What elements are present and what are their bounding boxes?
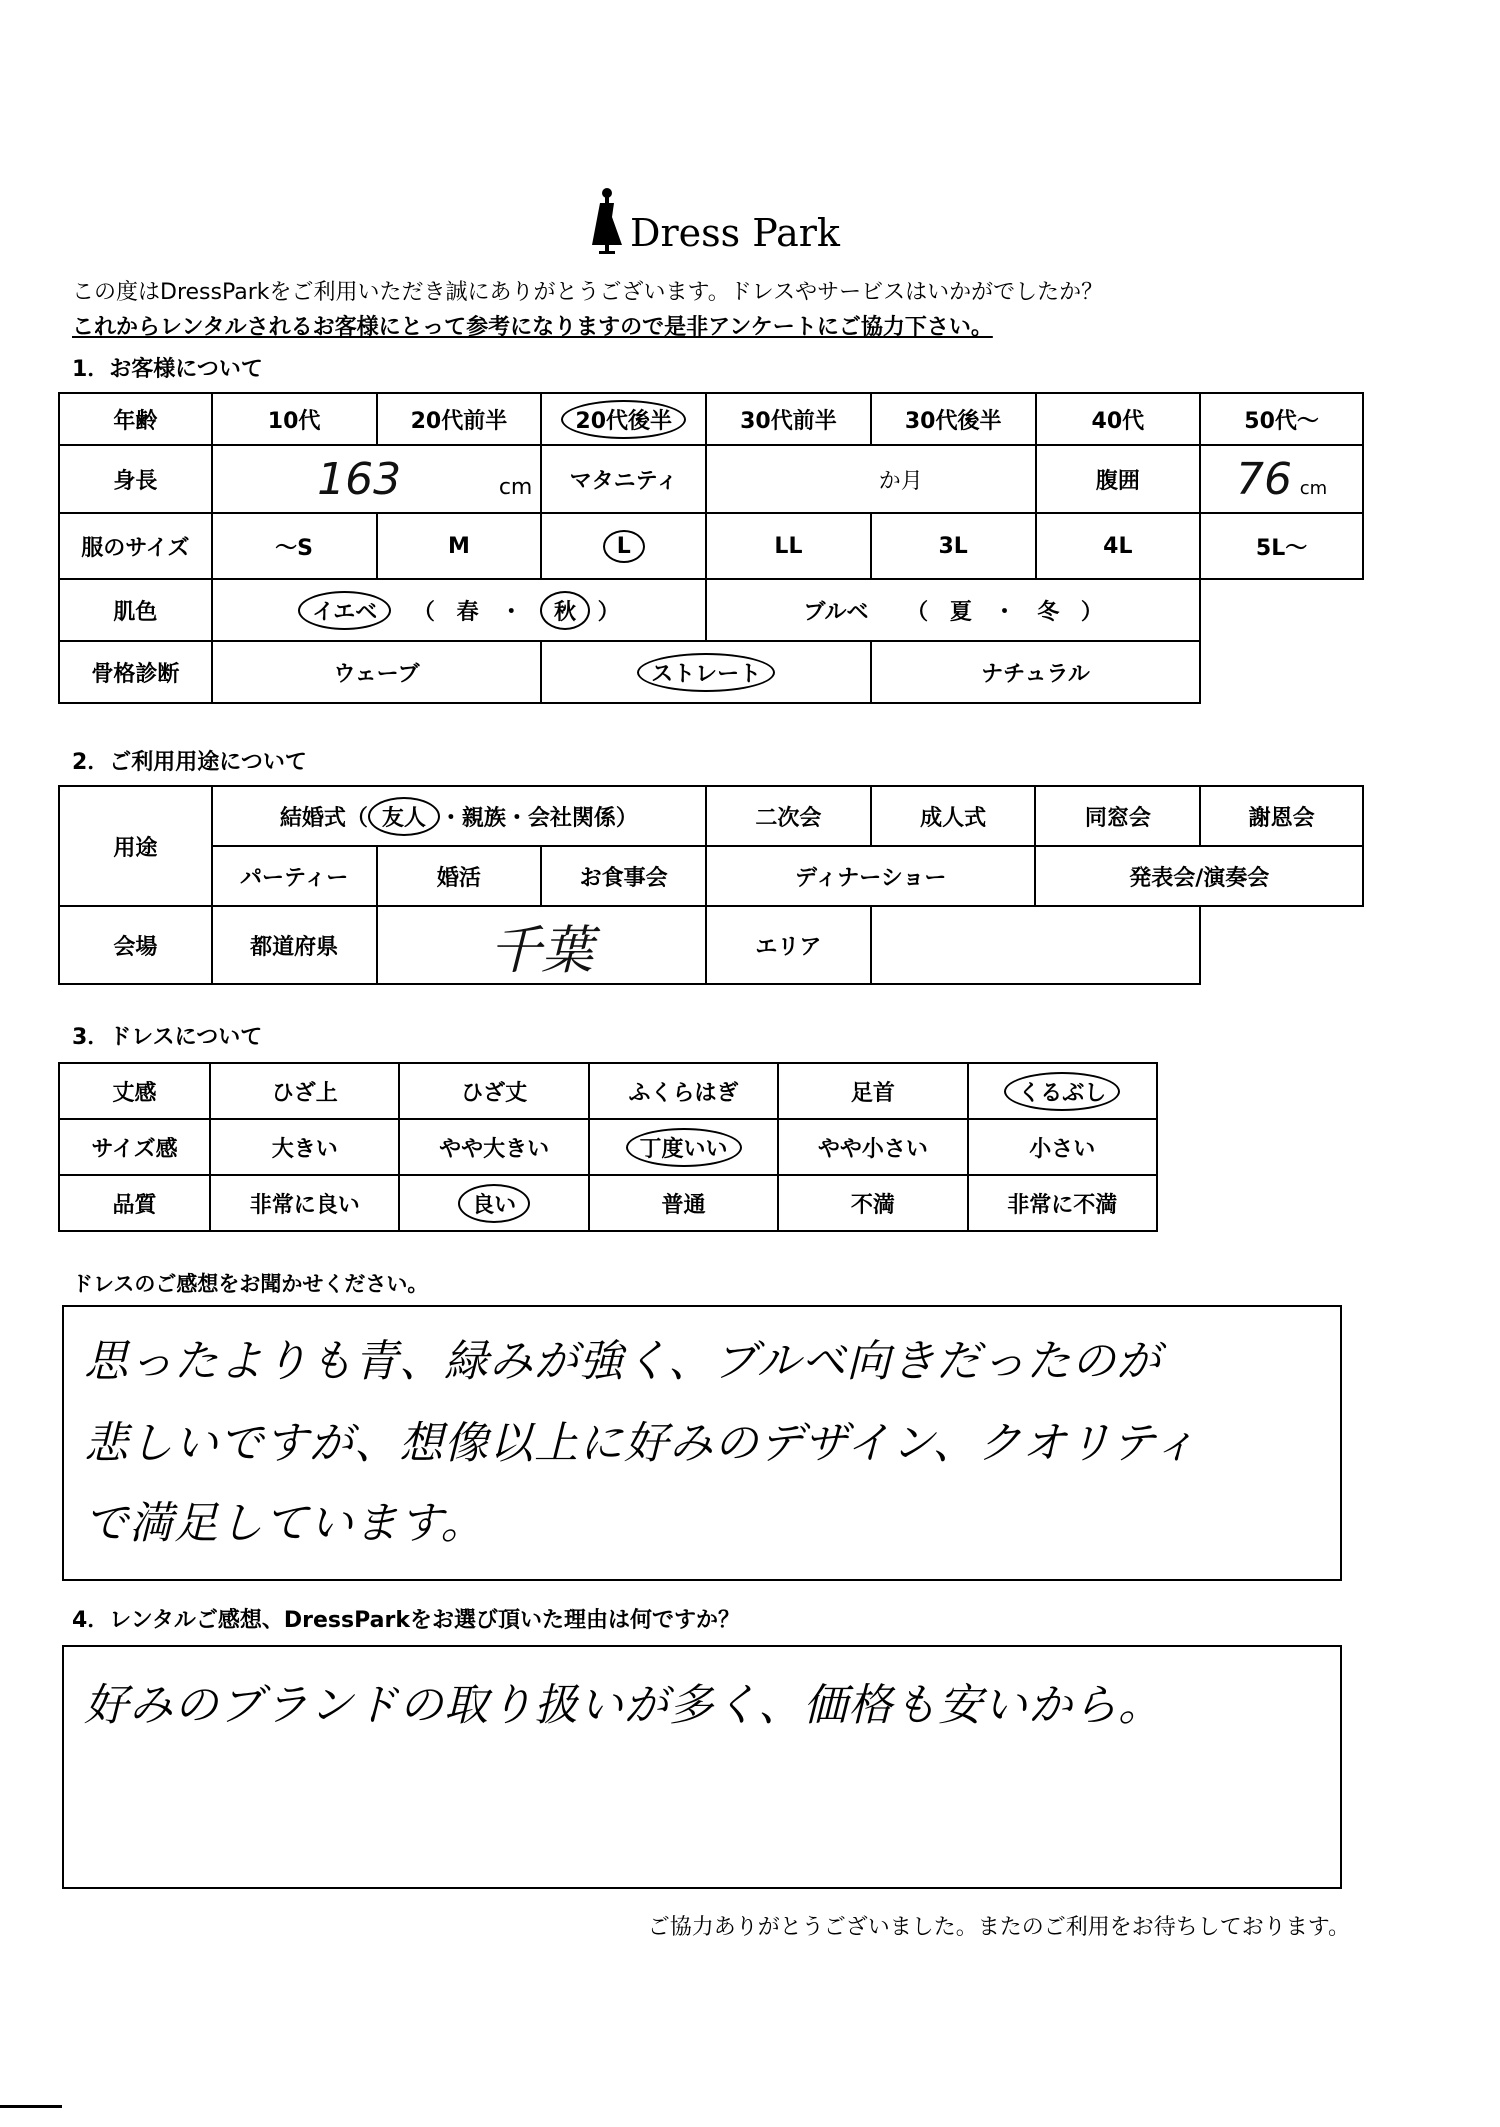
area-field[interactable] [871, 906, 1200, 984]
size-option[interactable]: 3L [871, 513, 1036, 579]
area-label: エリア [706, 906, 871, 984]
yellow-base-option[interactable]: イエベ （ 春 ・ 秋 ） [212, 579, 706, 641]
height-unit: cm [498, 474, 533, 500]
quality-label: 品質 [59, 1175, 210, 1231]
fit-label: サイズ感 [59, 1119, 210, 1175]
size-option-selected[interactable] [541, 513, 706, 579]
dress-table [58, 1062, 1158, 1232]
purpose-row-2 [59, 846, 1363, 906]
purpose-option[interactable]: 謝恩会 [1200, 786, 1363, 846]
size-row [59, 513, 1363, 579]
intro-line-2: これからレンタルされるお客様にとって参考になりますので是非アンケートにご協力下さい。 [72, 315, 993, 340]
section1-title: 1．お客様について [72, 357, 263, 382]
comment-line: 思ったよりも青、緑みが強く、ブルベ向きだったのが [84, 1336, 1162, 1387]
customer-table [58, 392, 1364, 704]
frame-label: 骨格診断 [59, 641, 212, 703]
age-option[interactable]: 50代～ [1200, 393, 1363, 445]
frame-row [59, 641, 1363, 703]
fit-option[interactable]: 大きい [210, 1119, 399, 1175]
frame-option-selected[interactable] [541, 641, 870, 703]
venue-row [59, 906, 1363, 984]
height-row [59, 445, 1363, 513]
age-option[interactable]: 40代 [1036, 393, 1201, 445]
dresspark-logo [590, 185, 840, 255]
fit-option[interactable]: 小さい [968, 1119, 1157, 1175]
purpose-option[interactable]: お食事会 [541, 846, 706, 906]
prefecture-value: 千葉 [489, 920, 594, 981]
age-option[interactable]: 30代前半 [706, 393, 871, 445]
purpose-option[interactable]: 同窓会 [1035, 786, 1200, 846]
waist-field[interactable] [1200, 445, 1363, 513]
waist-value: 76 [1236, 453, 1293, 505]
spring-option[interactable]: 春 [456, 599, 479, 625]
footer-thanks: ご協力ありがとうございました。またのご利用をお待ちしております。 [647, 1915, 1350, 1940]
purpose-option[interactable]: 成人式 [871, 786, 1036, 846]
size-option[interactable]: 4L [1036, 513, 1201, 579]
logo-text: Dress Park [630, 211, 840, 255]
maternity-field[interactable] [706, 445, 1035, 513]
selected-circle: イエベ [298, 591, 391, 630]
prefecture-field[interactable] [377, 906, 707, 984]
selected-circle: くるぶし [1004, 1072, 1120, 1111]
age-option[interactable]: 20代前半 [377, 393, 542, 445]
maternity-unit: か月 [878, 468, 923, 494]
scan-edge-mark [0, 2105, 62, 2108]
waist-label: 腹囲 [1036, 445, 1201, 513]
length-option[interactable]: ふくらはぎ [589, 1063, 778, 1119]
summer-option[interactable]: 夏 [949, 599, 972, 625]
size-option[interactable]: M [377, 513, 542, 579]
age-row [59, 393, 1363, 445]
reason-answer: 好みのブランドの取り扱いが多く、価格も安いから。 [84, 1680, 1164, 1731]
fit-option[interactable]: やや小さい [778, 1119, 967, 1175]
prefecture-label: 都道府県 [212, 906, 377, 984]
height-label: 身長 [59, 445, 212, 513]
quality-option[interactable]: 不満 [778, 1175, 967, 1231]
quality-row [59, 1175, 1157, 1231]
length-row [59, 1063, 1157, 1119]
size-option[interactable]: 5L～ [1200, 513, 1363, 579]
comment-line: で満足しています。 [84, 1498, 486, 1549]
height-value: 163 [317, 453, 402, 505]
venue-label: 会場 [59, 906, 212, 984]
size-option[interactable]: ～S [212, 513, 377, 579]
length-option-selected[interactable] [968, 1063, 1157, 1119]
purpose-option[interactable]: ディナーショー [706, 846, 1035, 906]
skin-row [59, 579, 1363, 641]
size-label: 服のサイズ [59, 513, 212, 579]
selected-circle[interactable]: 友人 [368, 797, 440, 836]
waist-unit: cm [1299, 477, 1328, 499]
purpose-option[interactable]: 発表会/演奏会 [1035, 846, 1363, 906]
purpose-option[interactable]: 婚活 [377, 846, 542, 906]
intro-line-1: この度はDressParkをご利用いただき誠にありがとうございます。ドレスやサービスはいかがでしたか？ [72, 280, 1104, 305]
age-label: 年齢 [59, 393, 212, 445]
quality-option-selected[interactable] [399, 1175, 588, 1231]
wedding-option[interactable]: 結婚式（ 友人 ・親族・会社関係） [212, 786, 706, 846]
skin-label: 肌色 [59, 579, 212, 641]
dress-icon [590, 187, 624, 255]
purpose-option[interactable]: パーティー [212, 846, 377, 906]
selected-circle: 丁度いい [626, 1128, 742, 1167]
purpose-row-1 [59, 786, 1363, 846]
blue-base-option[interactable]: ブルベ （ 夏 ・ 冬 ） [706, 579, 1200, 641]
length-label: 丈感 [59, 1063, 210, 1119]
section2-title: 2．ご利用用途について [72, 750, 307, 775]
reason-box[interactable] [62, 1645, 1342, 1889]
maternity-label: マタニティ [541, 445, 706, 513]
length-option[interactable]: ひざ上 [210, 1063, 399, 1119]
size-option[interactable]: LL [706, 513, 871, 579]
quality-option[interactable]: 普通 [589, 1175, 778, 1231]
dress-comment-box[interactable] [62, 1305, 1342, 1581]
purpose-label: 用途 [59, 786, 212, 906]
frame-option[interactable]: ナチュラル [871, 641, 1200, 703]
selected-circle: 良い [458, 1184, 530, 1223]
age-option-selected[interactable] [541, 393, 706, 445]
selected-circle: ストレート [637, 653, 775, 692]
age-option[interactable]: 30代後半 [871, 393, 1036, 445]
length-option[interactable]: 足首 [778, 1063, 967, 1119]
purpose-table [58, 785, 1364, 985]
length-option[interactable]: ひざ丈 [399, 1063, 588, 1119]
frame-option[interactable]: ウェーブ [212, 641, 542, 703]
height-field[interactable] [212, 445, 542, 513]
selected-circle: L [603, 530, 645, 563]
section4-title: 4．レンタルご感想、DressParkをお選び頂いた理由は何ですか？ [72, 1608, 740, 1633]
dress-comment-prompt: ドレスのご感想をお聞かせください。 [72, 1272, 429, 1296]
purpose-option[interactable]: 二次会 [706, 786, 871, 846]
fit-option-selected[interactable] [589, 1119, 778, 1175]
selected-circle[interactable]: 秋 [540, 591, 590, 630]
winter-option[interactable]: 冬 [1037, 599, 1060, 625]
age-option[interactable]: 10代 [212, 393, 377, 445]
section3-title: 3．ドレスについて [72, 1025, 263, 1050]
comment-line: 悲しいですが、想像以上に好みのデザイン、クオリティ [84, 1418, 1198, 1469]
fit-option[interactable]: やや大きい [399, 1119, 588, 1175]
quality-option[interactable]: 非常に不満 [968, 1175, 1157, 1231]
fit-row [59, 1119, 1157, 1175]
selected-circle: 20代後半 [561, 400, 686, 439]
quality-option[interactable]: 非常に良い [210, 1175, 399, 1231]
